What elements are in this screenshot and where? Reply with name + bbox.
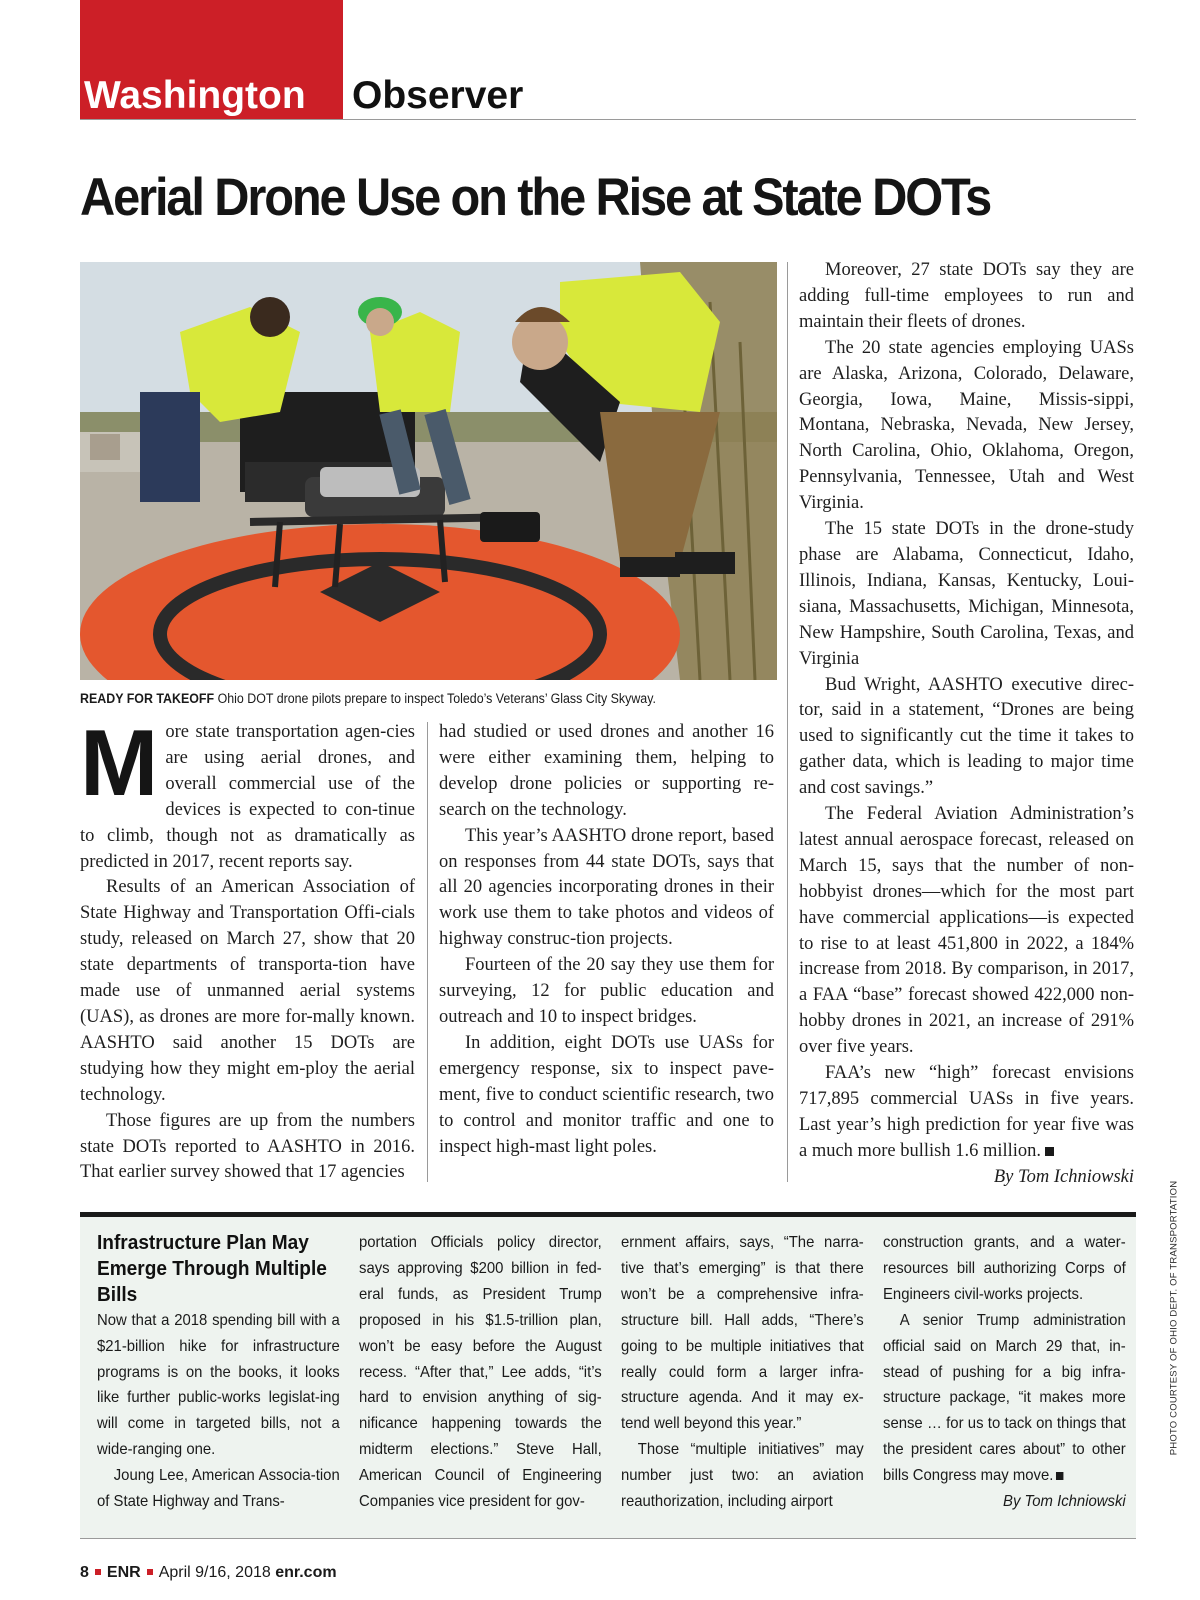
header-rule: [80, 119, 1136, 120]
caption-lead: READY FOR TAKEOFF: [80, 691, 215, 706]
sidebar-headline: Infrastructure Plan May Emerge Through Multiple Bills: [97, 1231, 327, 1306]
footer-bullet: [147, 1569, 153, 1575]
sidebar-column-4: [883, 1230, 1126, 1515]
article-column-3: [799, 258, 1134, 1191]
site-link[interactable]: enr.com: [275, 1564, 337, 1581]
issue-date: April 9/16, 2018: [158, 1564, 271, 1581]
sidebar-paragraph: Those “multiple initiatives” may number just two: an aviation reauthorization, including airport: [621, 1441, 864, 1511]
article-photo: [80, 262, 777, 680]
sidebar-paragraph: Now that a 2018 spending bill with a $21-billion hike for infrastructure programs is on the books, it looks like further public-works legislat-ing will come in targeted bills, not a wide-ranging one.: [97, 1311, 340, 1459]
sidebar-bottom-rule: [80, 1538, 1136, 1539]
end-mark: [1056, 1472, 1063, 1480]
sidebar-byline: By Tom Ichniowski: [1003, 1493, 1126, 1511]
footer-bullet: [95, 1569, 101, 1575]
article-paragraph: More state transportation agen-cies are using aerial drones, and overall commercial use of the devices is expected to con-tinue to climb, though not as dramatically as predicted in 2017, recent reports say.: [80, 710, 415, 872]
article-paragraph: FAA’s new “high” forecast envisions 717,895 commercial UASs in five years. Last year’s high prediction for year five was a much more bullish 1.6 million.: [799, 1063, 1134, 1161]
article-paragraph: The Federal Aviation Administration’s latest annual aerospace forecast, released on March 15, says that the number of non-hobbyist drones—which for the most part have commercial applications—is expected to rise to at least 451,800 in 2022, a 184% increase from 2018. By comparison, in 2017, a FAA “base” forecast showed 422,000 non-hobby drones in 2021, an increase of 291% over five years.: [799, 804, 1134, 1058]
end-mark: [1045, 1147, 1054, 1156]
sidebar-column-2: [359, 1230, 602, 1515]
sidebar-paragraph: Joung Lee, American Associa-tion of State Highway and Trans-: [97, 1467, 340, 1511]
article-headline: Aerial Drone Use on the Rise at State DOTs: [80, 168, 991, 227]
article-paragraph: had studied or used drones and another 16 were either examining them, helping to develop drone policies or supporting re-search on the technology.: [439, 722, 774, 820]
column-divider: [427, 722, 428, 1182]
photo-caption: [80, 690, 724, 708]
article-paragraph: This year’s AASHTO drone report, based on responses from 44 state DOTs, says that all 20 agencies incorporating drones in their work use them to take photos and videos of highway construc-tion projects.: [439, 825, 774, 950]
article-paragraph: The 15 state DOTs in the drone-study phase are Alabama, Connecticut, Idaho, Illinois, Indiana, Kansas, Kentucky, Loui-siana, Massachusetts, Michigan, Minnesota, New Hampshire, South Carolina, Texas, and Virginia: [799, 519, 1134, 669]
section-title-black: Observer: [352, 74, 524, 117]
magazine-name: ENR: [106, 1564, 141, 1581]
page-footer: [80, 1563, 337, 1583]
sidebar-column-1: [97, 1230, 340, 1515]
drone-pilots-illustration: [80, 262, 777, 680]
column-divider: [787, 262, 788, 1182]
article-paragraph: Moreover, 27 state DOTs say they are adding full-time employees to run and maintain their fleets of drones.: [799, 260, 1134, 332]
drop-cap: M: [80, 710, 156, 815]
article-paragraph: Bud Wright, AASHTO executive direc-tor, said in a statement, “Drones are being used to significantly cut the time it takes to gather data, which is leading to major time and cost savings.”: [799, 674, 1134, 799]
sidebar-paragraph: A senior Trump administration official said on March 29 that, in-stead of pushing for a big infra-structure package, “it makes more sense … for us to tack on things that the president cares about” to other bills Congress may move.: [883, 1311, 1126, 1485]
article-column-2: [439, 720, 774, 1160]
caption-text: Ohio DOT drone pilots prepare to inspect Toledo’s Veterans’ Glass City Skyway.: [217, 691, 656, 706]
article-paragraph: In addition, eight DOTs use UASs for emergency response, six to inspect pave-ment, five to conduct scientific research, two to control and monitor traffic and one to inspect high-mast light poles.: [439, 1032, 774, 1157]
article-paragraph: Results of an American Association of State Highway and Transportation Offi-cials study, released on March 27, show that 20 state departments of transporta-tion have made use of unmanned aerial systems (UAS), as drones are more for-mally known. AASHTO said another 15 DOTs are studying how they might em-ploy the aerial technology.: [80, 877, 415, 1105]
article-paragraph: The 20 state agencies employing UASs are Alaska, Arizona, Colorado, Delaware, Georgia, Iowa, Maine, Missis-sippi, Montana, Nebraska, Nevada, New Jersey, North Carolina, Ohio, Oklahoma, Oregon, Pennsylvania, Tennessee, Utah and West Virginia.: [799, 337, 1134, 514]
sidebar-column-3: [621, 1230, 864, 1515]
article-column-1: [80, 710, 415, 1186]
page-number: 8: [80, 1564, 89, 1581]
article-byline: By Tom Ichniowski: [993, 1166, 1134, 1187]
sidebar-paragraph: portation Officials policy director, says approving $200 billion in fed-eral funds, as President Trump proposed in his $1.5-trillion plan, won’t be easy before the August recess. “After that,” Lee adds, “it’s hard to envision anything of sig-nificance happening towards the midterm elections.” Steve Hall, American Council of Engineering Companies vice president for gov-: [359, 1234, 602, 1511]
sidebar-paragraph: ernment affairs, says, “The narra-tive that’s emerging” is that there won’t be a comprehensive infra-structure bill. Hall adds, “There’s going to be multiple initiatives that really could form a larger infra-structure agenda. And it may ex-tend well beyond this year.”: [621, 1234, 864, 1433]
photo-credit: PHOTO COURTESY OF OHIO DEPT. OF TRANSPORTATION: [1168, 1180, 1180, 1456]
article-paragraph: Those figures are up from the numbers state DOTs reported to AASHTO in 2016. That earlier survey showed that 17 agencies: [80, 1110, 415, 1183]
article-paragraph: Fourteen of the 20 say they use them for surveying, 12 for public education and outreach and 10 to inspect bridges.: [439, 955, 774, 1027]
sidebar-paragraph: construction grants, and a water-resources bill authorizing Corps of Engineers civil-works projects.: [883, 1234, 1126, 1303]
section-title-red: Washington: [84, 74, 306, 117]
